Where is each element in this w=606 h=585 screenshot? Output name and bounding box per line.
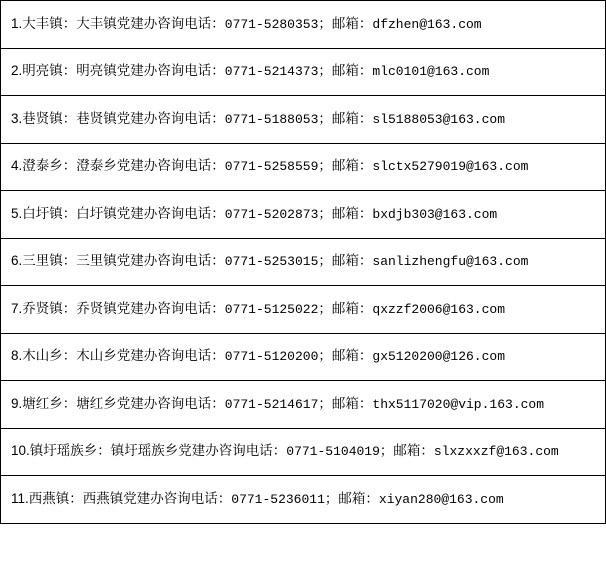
row-email-label: ；邮箱： [318, 205, 373, 221]
table-row [1, 286, 606, 334]
row-phone: 0771-5236011 [231, 491, 325, 507]
row-description: 白圩镇党建办咨询电话： [76, 205, 225, 221]
row-separator: ： [62, 395, 77, 411]
table-cell-contact [1, 476, 606, 524]
row-index: 8. [11, 348, 23, 364]
row-separator: ： [62, 15, 77, 31]
row-separator: ： [62, 158, 77, 174]
table-row [1, 1, 606, 49]
row-index: 11. [11, 490, 29, 506]
row-description: 大丰镇党建办咨询电话： [76, 15, 225, 31]
row-description: 乔贤镇党建办咨询电话： [76, 300, 225, 316]
row-email: qxzzf2006@163.com [372, 301, 506, 317]
table-cell-contact [1, 286, 606, 334]
row-description: 三里镇党建办咨询电话： [76, 253, 225, 269]
table-cell-contact [1, 428, 606, 476]
row-index: 1. [11, 15, 23, 31]
table-row [1, 428, 606, 476]
row-phone: 0771-5258559 [224, 159, 319, 175]
row-township-name: 白圩镇 [22, 205, 63, 221]
row-email: sanlizhengfu@163.com [372, 254, 529, 270]
row-separator: ： [62, 348, 77, 364]
row-email: dfzhen@163.com [372, 16, 482, 32]
row-email-label: ；邮箱： [379, 443, 434, 459]
row-phone: 0771-5253015 [224, 254, 319, 270]
table-row [1, 48, 606, 96]
row-phone: 0771-5214373 [224, 64, 319, 80]
row-email-label: ；邮箱： [318, 15, 373, 31]
row-township-name: 镇圩瑶族乡 [29, 443, 98, 459]
table-row [1, 143, 606, 191]
table-cell-contact [1, 48, 606, 96]
row-separator: ： [62, 63, 77, 79]
row-email: gx5120200@126.com [372, 349, 506, 365]
row-email: sl5188053@163.com [372, 111, 506, 127]
row-description: 木山乡党建办咨询电话： [76, 348, 225, 364]
table-row [1, 96, 606, 144]
row-township-name: 西燕镇 [28, 490, 70, 506]
row-description: 西燕镇党建办咨询电话： [82, 490, 232, 506]
row-index: 9. [11, 395, 23, 411]
row-email-label: ；邮箱： [318, 395, 373, 411]
table-row [1, 191, 606, 239]
row-phone: 0771-5188053 [224, 111, 319, 127]
row-township-name: 巷贤镇 [22, 110, 63, 126]
row-separator: ： [62, 110, 77, 126]
row-phone: 0771-5202873 [224, 206, 319, 222]
table-cell-contact [1, 333, 606, 381]
table-cell-contact [1, 96, 606, 144]
table-row [1, 238, 606, 286]
row-email-label: ；邮箱： [318, 110, 373, 126]
row-township-name: 木山乡 [22, 348, 63, 364]
row-description: 镇圩瑶族乡党建办咨询电话： [110, 443, 287, 459]
row-email: xiyan280@163.com [378, 491, 504, 507]
row-description: 巷贤镇党建办咨询电话： [76, 110, 225, 126]
row-email-label: ；邮箱： [318, 63, 373, 79]
table-cell-contact [1, 191, 606, 239]
table-cell-contact [1, 381, 606, 429]
table-row [1, 333, 606, 381]
row-email-label: ；邮箱： [318, 300, 373, 316]
row-email-label: ；邮箱： [318, 253, 373, 269]
row-email-label: ；邮箱： [318, 158, 373, 174]
row-index: 6. [11, 253, 23, 269]
table-cell-contact [1, 1, 606, 49]
row-separator: ： [69, 490, 83, 506]
row-email: slctx5279019@163.com [372, 159, 529, 175]
row-index: 3. [11, 110, 23, 126]
row-email-label: ；邮箱： [324, 490, 379, 506]
row-township-name: 大丰镇 [22, 15, 63, 31]
row-township-name: 塘红乡 [22, 395, 63, 411]
row-phone: 0771-5120200 [224, 349, 319, 365]
row-phone: 0771-5125022 [224, 301, 319, 317]
row-township-name: 明亮镇 [22, 63, 63, 79]
table-cell-contact [1, 238, 606, 286]
row-index: 10. [11, 443, 30, 459]
row-description: 明亮镇党建办咨询电话： [76, 63, 225, 79]
table-row [1, 381, 606, 429]
row-email: slxzxxzf@163.com [433, 444, 559, 460]
table-cell-contact [1, 143, 606, 191]
row-separator: ： [97, 443, 111, 459]
row-separator: ： [62, 253, 77, 269]
row-email: mlc0101@163.com [372, 64, 490, 80]
row-separator: ： [62, 300, 77, 316]
contact-table-body [1, 1, 606, 524]
row-index: 2. [11, 63, 23, 79]
row-index: 5. [11, 205, 23, 221]
table-row [1, 476, 606, 524]
row-email: thx5117020@vip.163.com [372, 396, 545, 412]
row-description: 塘红乡党建办咨询电话： [76, 395, 225, 411]
row-email-label: ；邮箱： [318, 348, 373, 364]
row-township-name: 乔贤镇 [22, 300, 63, 316]
row-separator: ： [62, 205, 77, 221]
row-index: 4. [11, 158, 23, 174]
row-phone: 0771-5280353 [224, 16, 319, 32]
row-description: 澄泰乡党建办咨询电话： [76, 158, 225, 174]
row-email: bxdjb303@163.com [372, 206, 498, 222]
row-phone: 0771-5104019 [286, 444, 380, 460]
row-phone: 0771-5214617 [224, 396, 319, 412]
row-township-name: 三里镇 [22, 253, 63, 269]
row-township-name: 澄泰乡 [22, 158, 63, 174]
row-index: 7. [11, 300, 23, 316]
